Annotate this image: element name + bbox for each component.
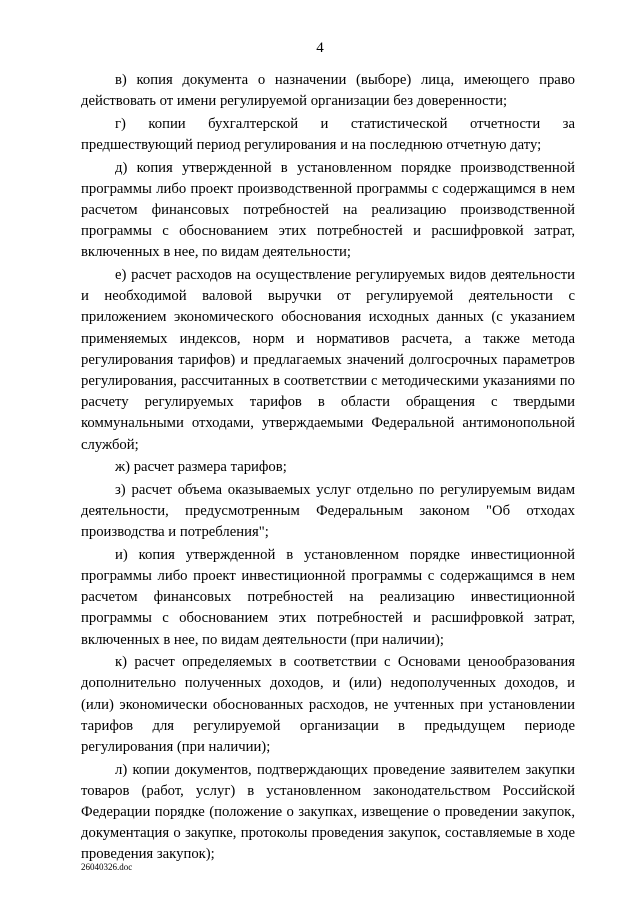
paragraph-i: и) копия утвержденной в установленном порядке инвестиционной программы либо проект инвестиционной программы с содержащимся в нем расчетом финансовых потребностей на реализацию инвестиционной программы с обоснованием этих потребностей и расшифровкой затрат, включенных в нее, по видам деятельности (при наличии); xyxy=(81,546,575,648)
document-file-code: 26040326.doc xyxy=(81,862,133,872)
paragraph-g: г) копии бухгалтерской и статистической отчетности за предшествующий период регулирования и на последнюю отчетную дату; xyxy=(81,115,575,153)
paragraph-v: в) копия документа о назначении (выборе) лица, имеющего право действовать от имени регулируемой организации без доверенности; xyxy=(81,72,575,110)
paragraph-e: е) расчет расходов на осуществление регулируемых видов деятельности и необходимой валовой выручки от регулируемой деятельности с приложением экономического обоснования исходных данных (с указанием применяемых индексов, норм и нормативов расчета, а также метода регулирования тарифов) и предлагаемых значений долгосрочных параметров регулирования, рассчитанных в соответствии с методическими указаниями по расчету регулируемых тарифов в области обращения с твердыми коммунальными отходами, утверждаемыми Федеральной антимонопольной службой; xyxy=(81,267,575,453)
page-number: 4 xyxy=(316,40,324,56)
paragraph-z: з) расчет объема оказываемых услуг отдельно по регулируемым видам деятельности, предусмотренным Федеральным законом "Об отходах производства и потребления"; xyxy=(81,481,575,541)
paragraph-k: к) расчет определяемых в соответствии с Основами ценообразования дополнительно полученных доходов, и (или) недополученных доходов, и (или) экономически обоснованных расходов, не учтенных при установлении тарифов для регулируемой организации в предыдущем периоде регулирования (при наличии); xyxy=(81,654,575,756)
paragraph-zh: ж) расчет размера тарифов; xyxy=(115,459,287,476)
paragraph-l: л) копии документов, подтверждающих проведение заявителем закупки товаров (работ, услуг) в установленном законодательством Российской Федерации порядке (положение о закупках, извещение о проведении закупок, документация о закупке, протоколы проведения закупок, составляемые в ходе проведения закупок); xyxy=(81,761,575,863)
paragraph-d: д) копия утвержденной в установленном порядке производственной программы либо проект производственной программы с содержащимся в нем расчетом финансовых потребностей на реализацию производственной программы с обоснованием этих потребностей и расшифровкой затрат, включенных в нее, по видам деятельности; xyxy=(81,159,575,261)
document-body xyxy=(81,70,575,867)
